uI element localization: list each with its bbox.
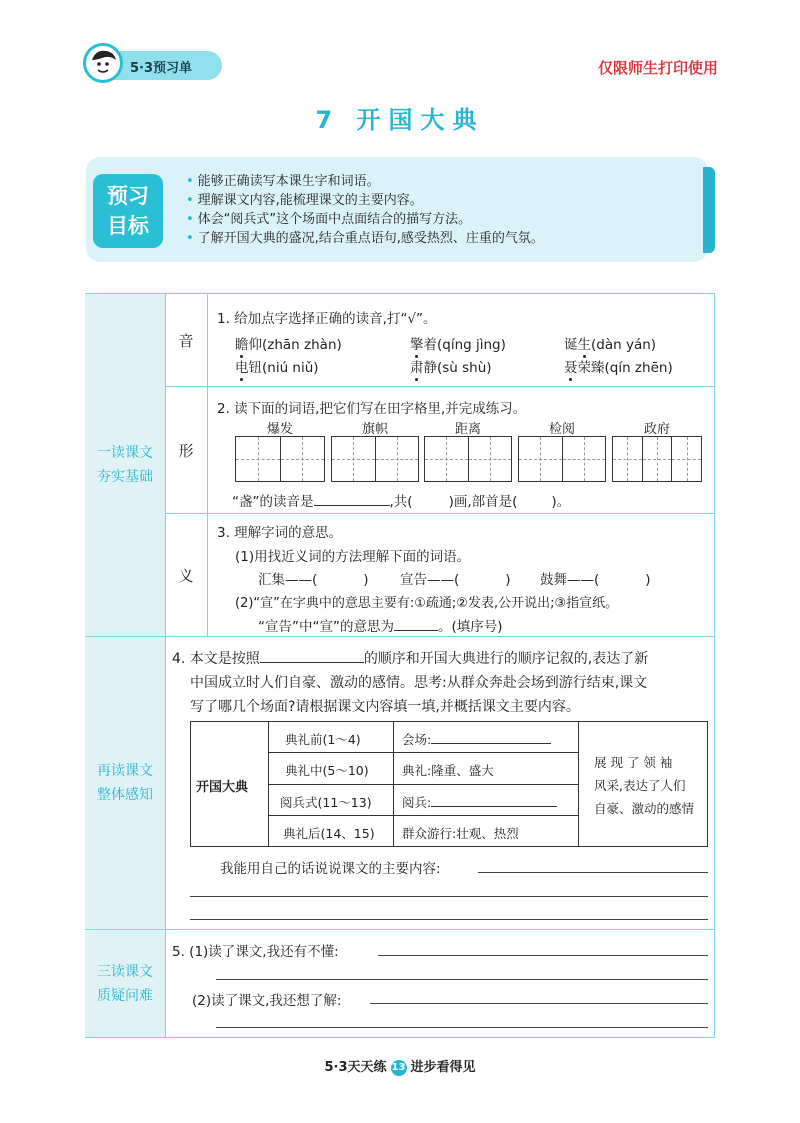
divider — [207, 294, 208, 636]
blank-line[interactable] — [260, 650, 364, 663]
section-label-second — [85, 637, 165, 929]
table-stage: 典礼后(14、15) — [283, 826, 375, 841]
q3-sub2: (2)“宣”在字典中的意思主要有:①疏通;②发表,公开说出;③指宣纸。 — [235, 596, 619, 611]
goal-item: • 了解开国大典的盛况,结合重点语句,感受热烈、庄重的气氛。 — [186, 229, 544, 248]
q3-syn: 汇集——( ) — [258, 572, 369, 588]
blank-line[interactable] — [431, 731, 551, 744]
goal-item: • 体会“阅兵式”这个场面中点面结合的描写方法。 — [186, 210, 544, 229]
table-scene: 阅兵: — [402, 793, 557, 811]
section-second-line1: 再读课文 — [97, 763, 153, 779]
answer-line[interactable] — [216, 1027, 708, 1028]
q1-word: 瞻仰(zhān zhàn) — [235, 337, 342, 353]
blank-line[interactable] — [431, 794, 557, 807]
page-number: 13 — [391, 1060, 407, 1076]
mascot-face-icon — [83, 43, 123, 83]
answer-line[interactable] — [478, 872, 708, 873]
q1-word: 擎着(qíng jìng) — [410, 337, 506, 353]
q5-line1: 5. (1)读了课文,我还有不懂: — [172, 944, 339, 960]
blank-line[interactable] — [314, 493, 390, 506]
q1-word: 诞生(dàn yán) — [564, 337, 657, 353]
goal-item: • 理解课文内容,能梳理课文的主要内容。 — [186, 191, 544, 210]
section-first-line2: 夯实基础 — [97, 469, 153, 485]
section-second-line2: 整体感知 — [97, 787, 153, 803]
table-stage: 典礼中(5～10) — [285, 763, 369, 778]
q1-word: 聂荣臻(qín zhēn) — [564, 360, 673, 376]
goals-box-tab — [703, 167, 715, 253]
section-third-line1: 三读课文 — [97, 963, 153, 980]
q3-sub2b: “宣告”中“宣”的意思为 。(填序号) — [258, 619, 503, 635]
q4-line1: 4. 本文是按照 的顺序和开国大典进行的顺序记叙的,表达了新 — [172, 651, 649, 667]
goals-list — [186, 172, 544, 248]
tianzige-box[interactable] — [331, 436, 419, 482]
footer-left: 5·3天天练 — [324, 1060, 387, 1075]
q1-prompt: 1. 给加点字选择正确的读音,打“√”。 — [217, 311, 437, 327]
page-title: 7 开国大典 — [315, 106, 485, 134]
sub-label-yin: 音 — [178, 331, 194, 350]
q1-word: 肃静(sù shù) — [410, 360, 492, 376]
page-footer — [0, 1056, 800, 1076]
table-line — [578, 721, 579, 847]
q2-fill: “盏”的读音是 ,共( )画,部首是( )。 — [232, 494, 571, 510]
table-scene: 典礼:隆重、盛大 — [402, 763, 494, 778]
q2-prompt: 2. 读下面的词语,把它们写在田字格里,并完成练习。 — [217, 401, 527, 417]
tianzige-box[interactable] — [235, 436, 325, 482]
sub-label-xing: 形 — [178, 441, 194, 460]
table-main-label: 开国大典 — [196, 780, 249, 795]
q2-word: 政府 — [643, 422, 670, 437]
q3-syn: 宣告——( ) — [400, 572, 511, 588]
q2-word: 旗帜 — [361, 422, 388, 437]
q2-word: 检阅 — [548, 422, 575, 437]
tianzige-box[interactable] — [518, 436, 606, 482]
table-line — [268, 815, 578, 816]
goal-item: • 能够正确读写本课生字和词语。 — [186, 172, 544, 191]
q4-own-words: 我能用自己的话说说课文的主要内容: — [220, 861, 441, 877]
section-first-line1: 一读课文 — [97, 445, 153, 461]
table-scene: 群众游行:壮观、热烈 — [402, 826, 519, 841]
goals-badge-line1: 预习 — [107, 184, 149, 208]
table-line — [268, 784, 578, 785]
q4-line2: 中国成立时人们自豪、激动的感情。思考:从群众奔赴会场到游行结束,课文 — [190, 675, 648, 691]
section-label-third — [85, 930, 165, 1037]
tianzige-box[interactable] — [612, 436, 702, 482]
answer-line[interactable] — [190, 919, 708, 920]
footer-right: 进步看得见 — [410, 1060, 476, 1075]
q3-sub1: (1)用找近义词的方法理解下面的词语。 — [235, 549, 471, 565]
series-label: 5·3预习单 — [130, 61, 193, 76]
q4-line3: 写了哪几个场面?请根据课文内容填一填,并概括课文主要内容。 — [190, 699, 580, 715]
blank-line[interactable] — [394, 618, 438, 631]
table-line — [268, 752, 578, 753]
goals-badge — [93, 174, 163, 248]
divider — [85, 929, 715, 930]
sub-label-yi: 义 — [178, 566, 194, 585]
q2-word: 距离 — [454, 422, 481, 437]
divider — [165, 513, 715, 514]
tianzige-box[interactable] — [424, 436, 512, 482]
answer-line[interactable] — [378, 955, 708, 956]
print-notice: 仅限师生打印使用 — [597, 59, 718, 77]
table-scene: 会场: — [402, 730, 551, 748]
divider — [165, 386, 715, 387]
q5-line2: (2)读了课文,我还想了解: — [192, 993, 342, 1009]
answer-line[interactable] — [190, 896, 708, 897]
q3-prompt: 3. 理解字词的意思。 — [217, 525, 343, 541]
answer-line[interactable] — [370, 1003, 708, 1004]
table-stage: 阅兵式(11～13) — [280, 795, 372, 810]
section-third-line2: 质疑问难 — [97, 987, 153, 1004]
section-label-first — [85, 294, 165, 636]
q1-word: 电钮(niú niǔ) — [235, 360, 319, 376]
goals-badge-line2: 目标 — [107, 214, 149, 238]
q2-word: 爆发 — [266, 422, 293, 437]
q3-syn: 鼓舞——( ) — [540, 572, 651, 588]
answer-line[interactable] — [216, 979, 708, 980]
divider — [85, 636, 715, 637]
table-summary: 展 现 了 领 袖 风采,表达了人们 自豪、激动的感情 — [594, 755, 695, 816]
table-stage: 典礼前(1～4) — [285, 732, 361, 747]
